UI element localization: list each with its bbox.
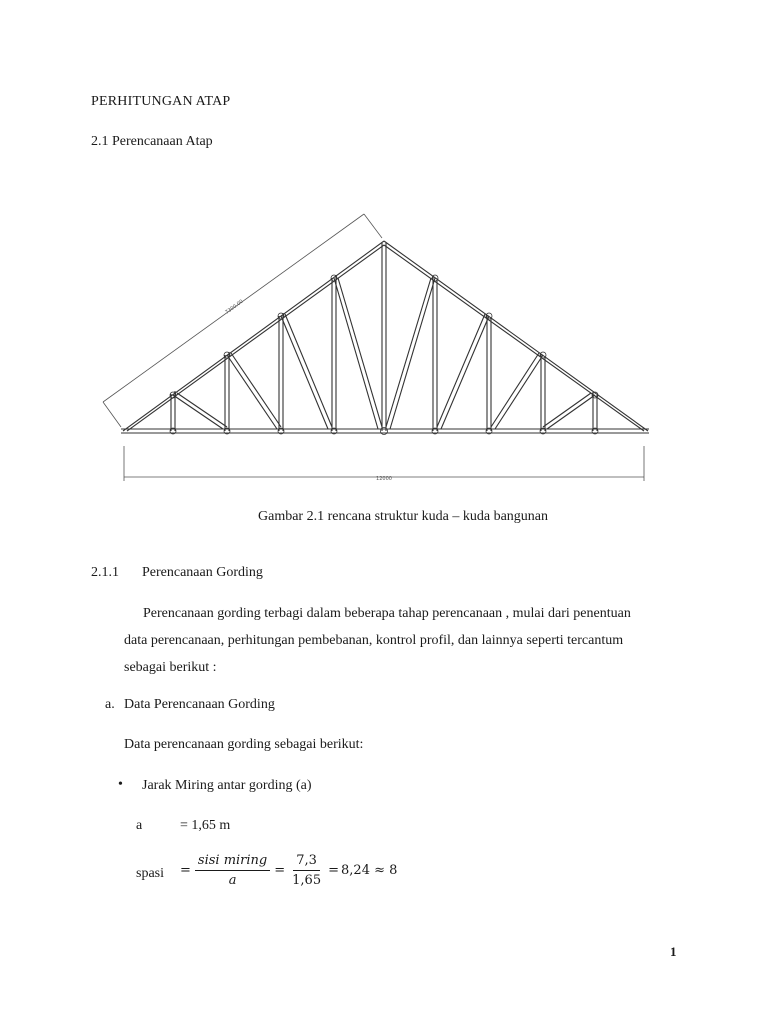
truss-diagonals: [173, 278, 595, 429]
section-heading: 2.1 Perencanaan Atap: [91, 134, 213, 149]
intro-text: Data perencanaan gording sebagai berikut:: [124, 737, 364, 752]
fraction-numerator: sisi miring: [195, 852, 270, 871]
spasi-formula: [178, 852, 397, 889]
list-marker: a.: [105, 697, 115, 712]
fraction-numerator: 7,3: [293, 852, 320, 871]
fraction: [289, 852, 324, 889]
slope-dimension-line: [103, 214, 382, 427]
page-number: 1: [670, 944, 677, 959]
figure-caption: Gambar 2.1 rencana struktur kuda – kuda bangunan: [258, 509, 549, 524]
equals-sign: =: [328, 863, 340, 878]
list-item-label: Data Perencanaan Gording: [124, 697, 275, 712]
variable-value: = 1,65 m: [180, 818, 231, 833]
truss-top-chord-right: [384, 241, 648, 431]
fraction-denominator: a: [228, 873, 237, 888]
variable-name: a: [136, 818, 143, 833]
fraction-denominator: 1,65: [292, 873, 322, 888]
bullet-icon: •: [118, 777, 123, 792]
spasi-label: spasi: [136, 866, 164, 881]
equals-sign: =: [274, 863, 286, 878]
formula-result: 8,24 ≈ 8: [341, 863, 398, 878]
subsection-number: 2.1.1: [91, 565, 119, 580]
paragraph-line: data perencanaan, perhitungan pembebanan, kontrol profil, dan lainnya seperti tercantum: [124, 633, 624, 648]
roof-truss-figure: [95, 205, 665, 495]
span-dimension-label: 12000: [376, 476, 392, 482]
truss-gusset-plates: [170, 275, 598, 435]
equals-sign: =: [180, 863, 191, 878]
truss-top-chord-left: [123, 241, 384, 431]
fraction: [195, 852, 270, 889]
truss-verticals: [171, 243, 597, 431]
slope-dimension-label: 7300.00: [224, 298, 245, 316]
bullet-text: Jarak Miring antar gording (a): [142, 778, 312, 793]
paragraph-line: sebagai berikut :: [124, 660, 217, 675]
paragraph-line: Perencanaan gording terbagi dalam beberapa tahap perencanaan , mulai dari penentuan: [143, 606, 631, 621]
page-title: PERHITUNGAN ATAP: [91, 94, 231, 109]
body-paragraph: [124, 600, 684, 681]
subsection-title: Perencanaan Gording: [142, 565, 263, 580]
